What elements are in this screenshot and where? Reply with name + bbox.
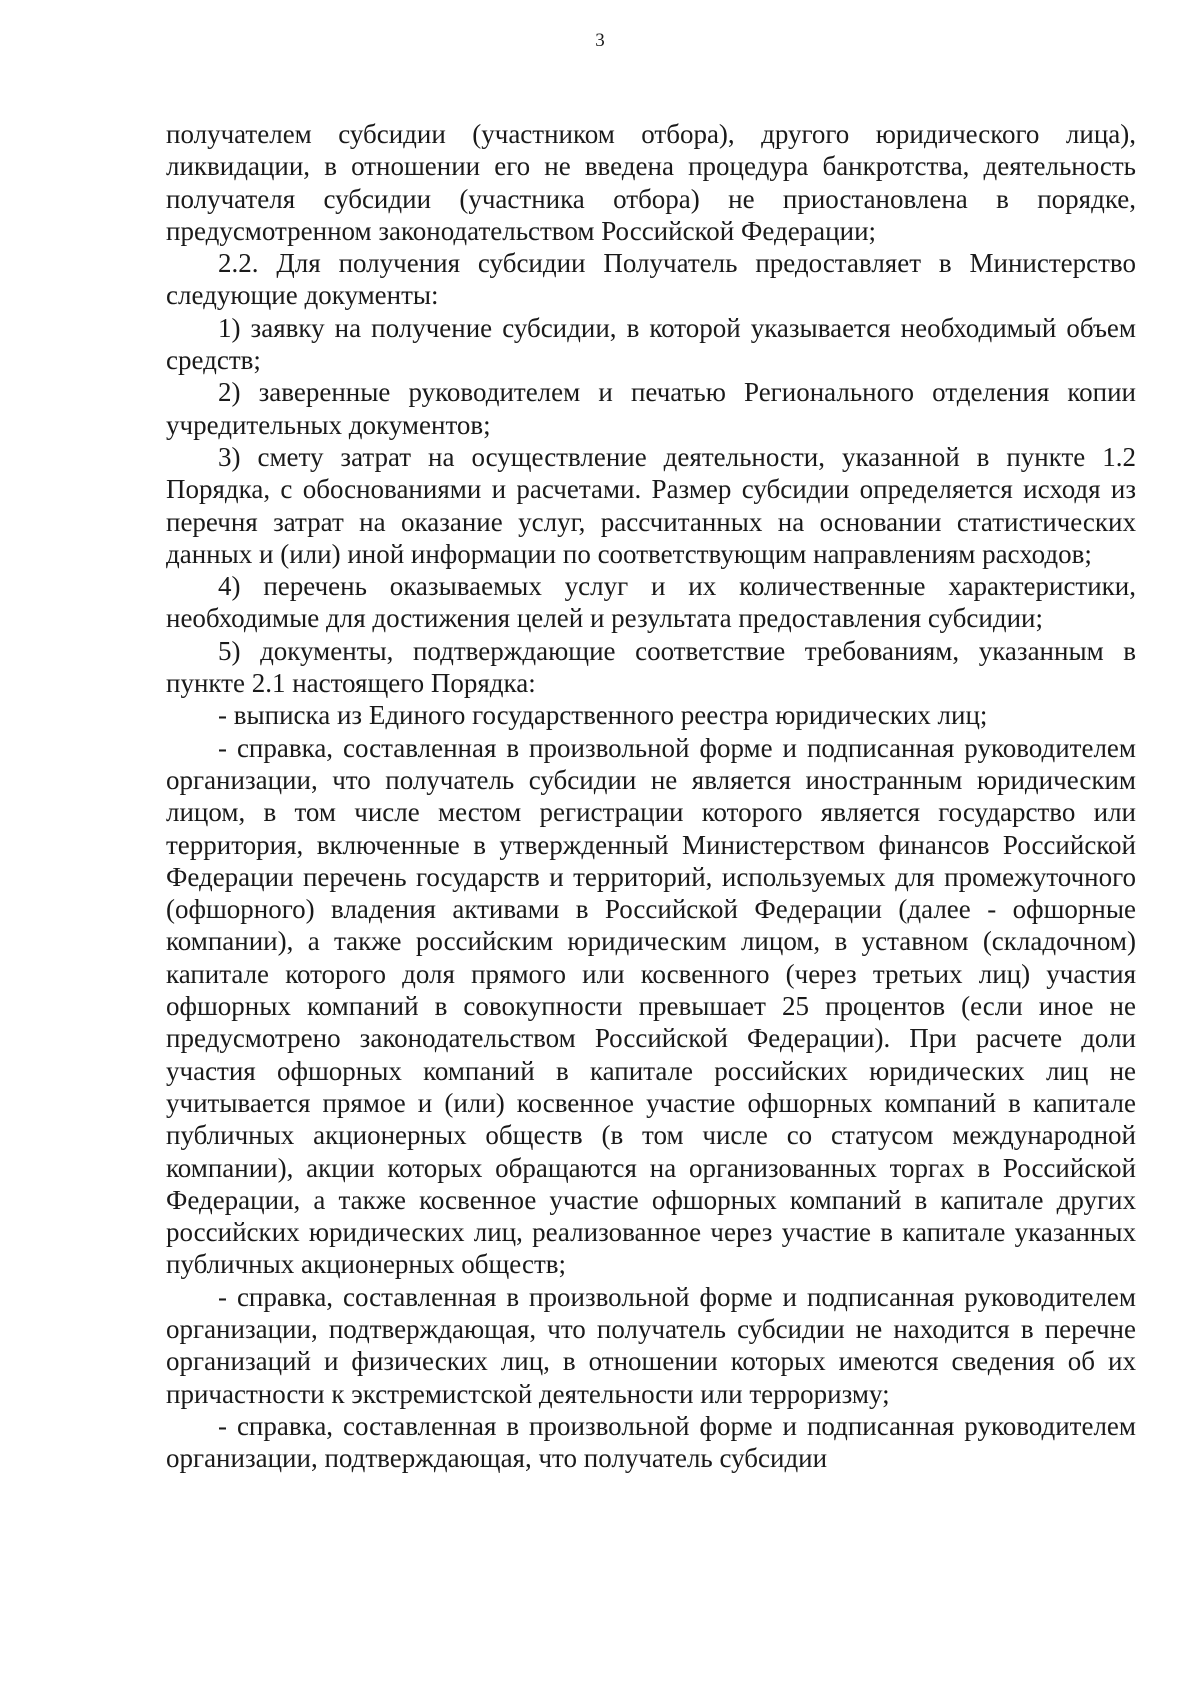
page-number: 3 (595, 30, 605, 51)
list-item-1: 1) заявку на получение субсидии, в которой указывается необходимый объем средств; (166, 312, 1136, 376)
list-item-5: 5) документы, подтверждающие соответствие требованиям, указанным в пункте 2.1 настоящего Порядка: (166, 635, 1136, 699)
list-item-2: 2) заверенные руководителем и печатью Регионального отделения копии учредительных документов; (166, 377, 1136, 440)
dash-item-certificate-continued: - справка, составленная в произвольной форме и подписанная руководителем организации, подтверждающая, что получатель субсидии (166, 1410, 1136, 1474)
paragraph-clause-2-2: 2.2. Для получения субсидии Получатель предоставляет в Министерство следующие документы: (166, 248, 1136, 311)
list-item-4: 4) перечень оказываемых услуг и их количественные характеристики, необходимые для достижения целей и результата предоставления субсидии; (166, 571, 1136, 634)
list-item-3: 3) смету затрат на осуществление деятельности, указанной в пункте 1.2 Порядка, с обоснованиями и расчетами. Размер субсидии определяется исходя из перечня затрат на оказание услуг, рассчитанных на основании статистических данных и (или) иной информации по соответствующим направлениям расходов; (166, 441, 1136, 569)
dash-item-registry-extract: - выписка из Единого государственного реестра юридических лиц; (218, 700, 988, 731)
dash-item-extremism-certificate: - справка, составленная в произвольной форме и подписанная руководителем организации, подтверждающая, что получатель субсидии не находится в перечне организаций и физических лиц, в отношении которых имеются сведения об их причастности к экстремистской деятельности или терроризму; (166, 1281, 1136, 1409)
paragraph-continuation: получателем субсидии (участником отбора), другого юридического лица), ликвидации, в отношении его не введена процедура банкротства, деятельность получателя субсидии (участника отбора) не приостановлена в порядке, предусмотренном законодательством Российской Федерации; (166, 119, 1136, 246)
document-body (166, 118, 1136, 1474)
dash-item-offshore-certificate: - справка, составленная в произвольной форме и подписанная руководителем организации, что получатель субсидии не является иностранным юридическим лицом, в том числе местом регистрации которого является государство или территория, включенные в утвержденный Министерством финансов Российской Федерации перечень государств и территорий, используемых для промежуточного (офшорного) владения активами в Российской Федерации (далее - офшорные компании), а также российским юридическим лицом, в уставном (складочном) капитале которого доля прямого или косвенного (через третьих лиц) участия офшорных компаний в совокупности превышает 25 процентов (если иное не предусмотрено законодательством Российской Федерации). При расчете доли участия офшорных компаний в капитале российских юридических лиц не учитывается прямое и (или) косвенное участие офшорных компаний в капитале публичных акционерных обществ (в том числе со статусом международной компании), акции которых обращаются на организованных торгах в Российской Федерации, а также косвенное участие офшорных компаний в капитале других российских юридических лиц, реализованное через участие в капитале указанных публичных акционерных обществ; (166, 732, 1136, 1280)
